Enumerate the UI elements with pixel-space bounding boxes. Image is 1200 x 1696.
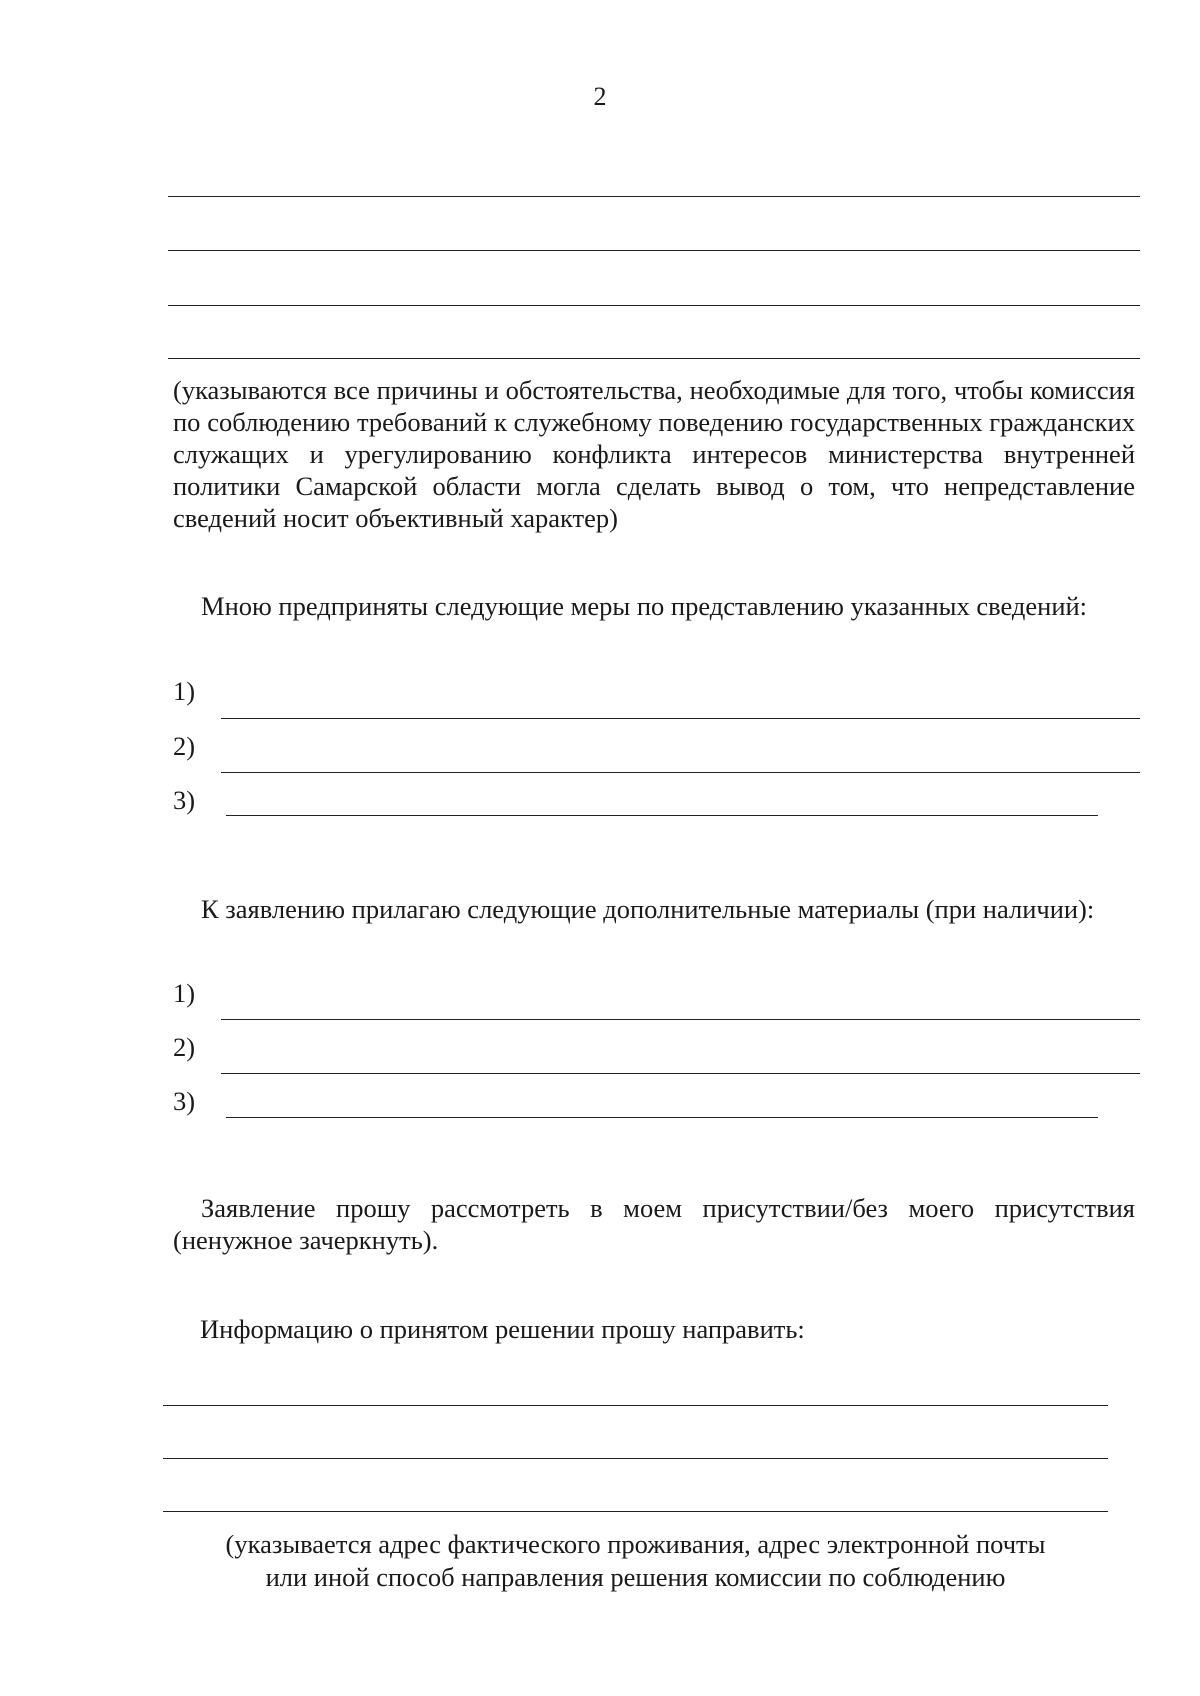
address-note-line-1: (указывается адрес фактического проживания, адрес электронной почты [225,1529,1046,1559]
attachments-item-2-line[interactable] [221,1073,1140,1074]
reason-line-2[interactable] [168,250,1140,251]
attachments-item-3-line[interactable] [226,1117,1098,1118]
measures-item-2-number: 2) [173,731,196,761]
measures-item-3-number: 3) [173,785,196,815]
measures-item-2-line[interactable] [221,772,1140,773]
measures-intro: Мною предприняты следующие меры по представлению указанных сведений: [201,591,1088,621]
reason-line-3[interactable] [168,305,1140,306]
measures-item-3-line[interactable] [226,815,1098,816]
reason-line-4[interactable] [168,358,1140,359]
attachments-intro: К заявлению прилагаю следующие дополнительные материалы (при наличии): [201,894,1095,924]
notify-request: Информацию о принятом решении прошу направить: [200,1314,805,1344]
address-line-2[interactable] [163,1458,1108,1459]
measures-item-1-line[interactable] [221,718,1140,719]
reasons-note: (указываются все причины и обстоятельства, необходимые для того, чтобы комиссия по соблюдению требований к служебному поведению государственных гражданских служащих и урегулированию конфликта интересов министерства внутренней политики Самарской области могла сделать вывод о том, что непредставление сведений носит объективный характер) [173,375,1135,533]
attachments-item-1-number: 1) [173,978,196,1008]
attachments-item-1-line[interactable] [221,1019,1140,1020]
measures-item-1-number: 1) [173,676,196,706]
presence-request: Заявление прошу рассмотреть в моем присутствии/без моего присутствия (ненужное зачеркнуть). [173,1193,1135,1255]
attachments-item-2-number: 2) [173,1032,196,1062]
page-number: 2 [593,82,607,111]
address-line-3[interactable] [163,1511,1108,1512]
address-line-1[interactable] [163,1405,1108,1406]
reason-line-1[interactable] [168,196,1140,197]
attachments-item-3-number: 3) [173,1086,196,1116]
address-note-line-2: или иной способ направления решения комиссии по соблюдению [265,1562,1006,1592]
